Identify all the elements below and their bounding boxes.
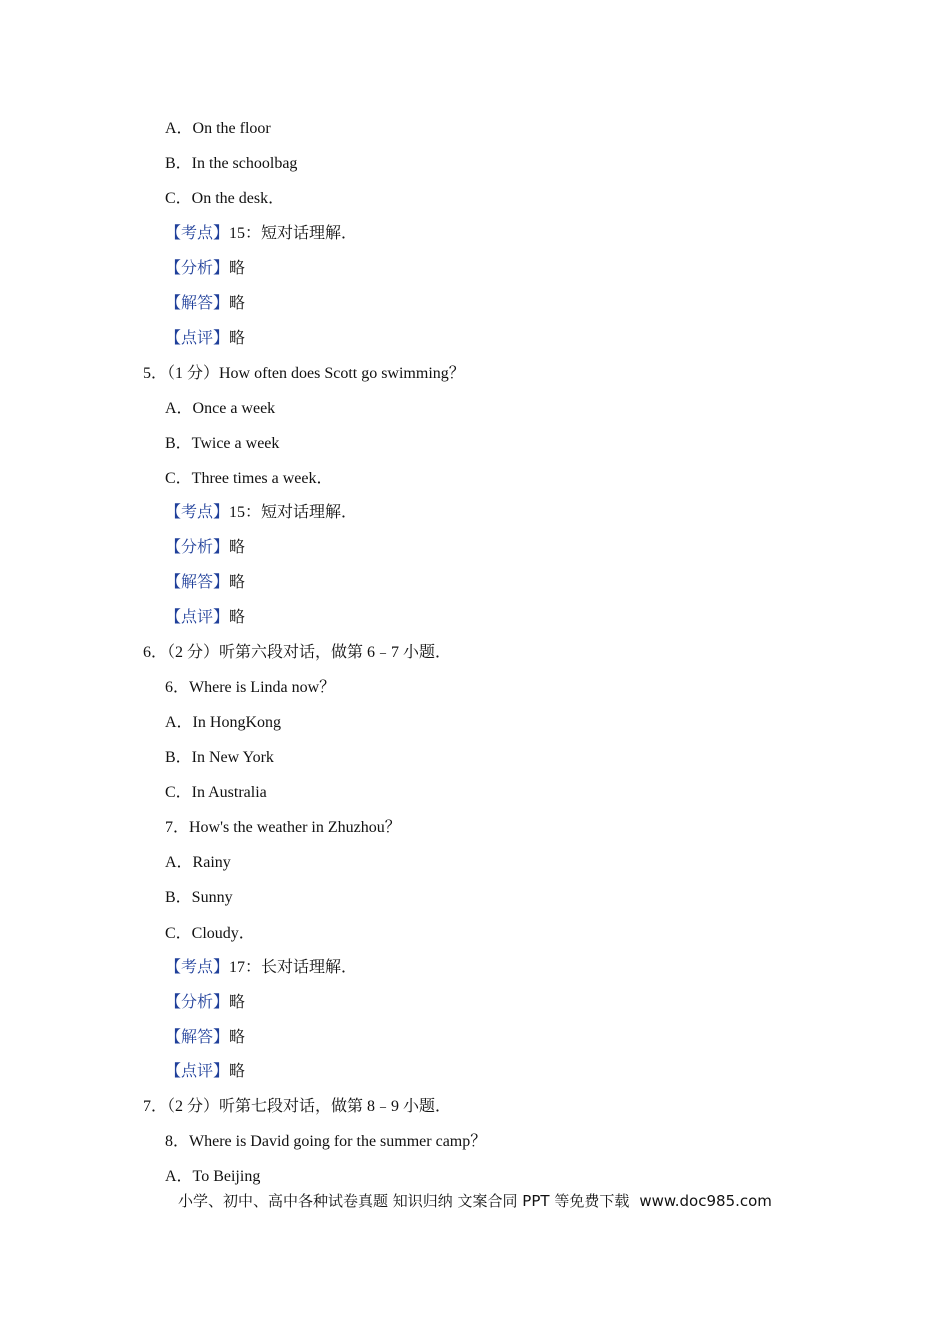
jieda-line: 【解答】略 [165, 295, 246, 312]
option-a: A．Rainy [165, 854, 231, 871]
jieda-tag: 【解答】 [165, 574, 230, 591]
jieda-tag: 【解答】 [165, 1029, 230, 1046]
dianping-line: 【点评】略 [165, 330, 246, 347]
option-a: A．In HongKong [165, 714, 281, 731]
kaodian-tag: 【考点】 [165, 225, 230, 242]
option-c: C．In Australia [165, 784, 267, 801]
fenxi-line: 【分析】略 [165, 539, 246, 556]
footer-url[interactable]: www.doc985.com [639, 1192, 772, 1210]
fenxi-line: 【分析】略 [165, 994, 246, 1011]
sub-question-6: 6．Where is Linda now？ [165, 679, 336, 696]
option-b: B．Twice a week [165, 435, 280, 452]
sub-question-8: 8．Where is David going for the summer camp？ [165, 1133, 487, 1150]
kaodian-tag: 【考点】 [165, 504, 230, 521]
option-b: B．In New York [165, 749, 274, 766]
dianping-line: 【点评】略 [165, 609, 246, 626]
kaodian-line: 【考点】15：短对话理解． [165, 504, 358, 521]
option-c: C．On the desk． [165, 190, 285, 207]
sub-question-7: 7．How's the weather in Zhuzhou？ [165, 819, 401, 836]
kaodian-tag: 【考点】 [165, 959, 230, 976]
kaodian-line: 【考点】15：短对话理解． [165, 225, 358, 242]
fenxi-line: 【分析】略 [165, 260, 246, 277]
question-7: 7．（2 分）听第七段对话，做第 8﹣9 小题． [143, 1098, 452, 1115]
option-c: C．Cloudy． [165, 925, 255, 942]
option-b: B．In the schoolbag [165, 155, 298, 172]
jieda-tag: 【解答】 [165, 295, 230, 312]
kaodian-line: 【考点】17：长对话理解． [165, 959, 358, 976]
dianping-tag: 【点评】 [165, 330, 230, 347]
footer [178, 1191, 772, 1211]
footer-text: 小学、初中、高中各种试卷真题 知识归纳 文案合同 PPT 等免费下载 [178, 1192, 630, 1210]
question-5: 5．（1 分）How often does Scott go swimming？ [143, 365, 465, 382]
option-a: A．On the floor [165, 120, 271, 137]
question-6: 6．（2 分）听第六段对话，做第 6﹣7 小题． [143, 644, 452, 661]
fenxi-tag: 【分析】 [165, 994, 230, 1011]
dianping-line: 【点评】略 [165, 1063, 246, 1080]
fenxi-tag: 【分析】 [165, 260, 230, 277]
dianping-tag: 【点评】 [165, 1063, 230, 1080]
option-c: C．Three times a week． [165, 470, 333, 487]
option-a: A．To Beijing [165, 1168, 261, 1185]
option-b: B．Sunny [165, 889, 233, 906]
jieda-line: 【解答】略 [165, 1029, 246, 1046]
dianping-tag: 【点评】 [165, 609, 230, 626]
jieda-line: 【解答】略 [165, 574, 246, 591]
fenxi-tag: 【分析】 [165, 539, 230, 556]
option-a: A．Once a week [165, 400, 276, 417]
